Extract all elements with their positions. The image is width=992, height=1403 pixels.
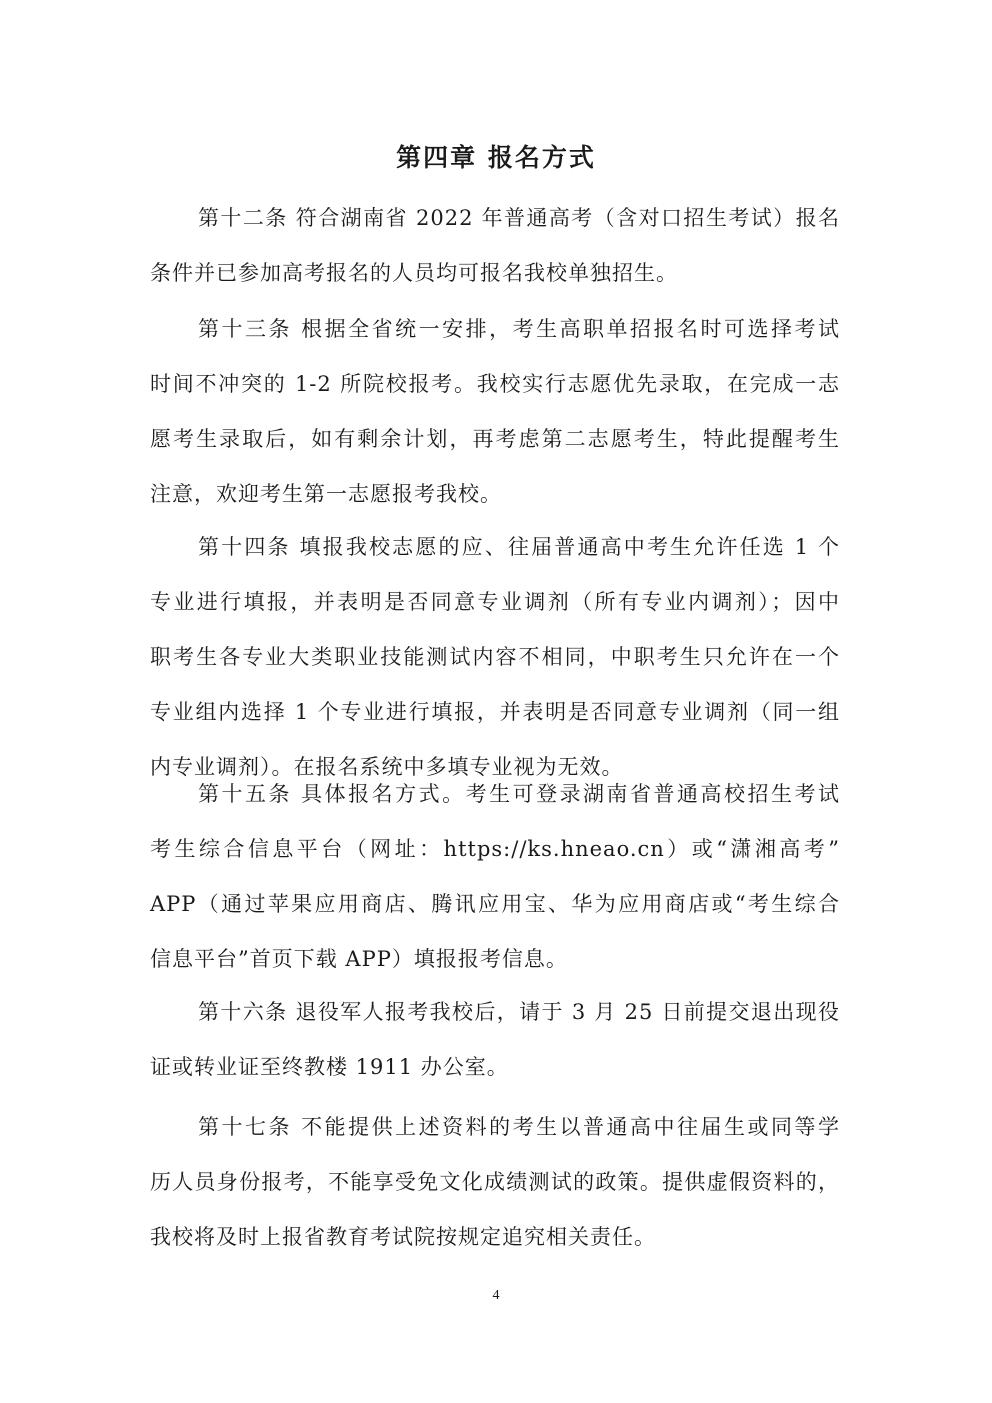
article-line: 信息平台”首页下载 APP）填报报考信息。 xyxy=(150,947,568,971)
article-line: 时间不冲突的 1-2 所院校报考。我校实行志愿优先录取，在完成一志 xyxy=(150,372,840,396)
article-line: 专业组内选择 1 个专业进行填报，并表明是否同意专业调剂（同一组 xyxy=(150,700,840,724)
article-line: 第十七条 不能提供上述资料的考生以普通高中往届生或同等学 xyxy=(198,1115,840,1139)
article-line: 第十六条 退役军人报考我校后，请于 3 月 25 日前提交退出现役 xyxy=(198,1000,840,1024)
article-line: 条件并已参加高考报名的人员均可报名我校单独招生。 xyxy=(150,261,678,285)
article-line: 证或转业证至终教楼 1911 办公室。 xyxy=(150,1055,509,1079)
chapter-title: 第四章 报名方式 xyxy=(396,143,596,172)
article-line: 我校将及时上报省教育考试院按规定追究相关责任。 xyxy=(150,1225,656,1249)
article-line: 注意，欢迎考生第一志愿报考我校。 xyxy=(150,482,502,506)
article-17 xyxy=(150,1100,840,1265)
article-line: 历人员身份报考，不能享受免文化成绩测试的政策。提供虚假资料的， xyxy=(150,1170,840,1194)
article-line: 考生综合信息平台（网址：https://ks.hneao.cn）或“潇湘高考” xyxy=(150,837,840,861)
article-line: 内专业调剂）。在报名系统中多填专业视为无效。 xyxy=(150,755,624,779)
article-15 xyxy=(150,767,840,987)
article-line: 第十五条 具体报名方式。考生可登录湖南省普通高校招生考试 xyxy=(198,782,840,806)
article-line: 第十三条 根据全省统一安排，考生高职单招报名时可选择考试 xyxy=(198,317,840,341)
article-14 xyxy=(150,520,840,795)
article-line: 专业进行填报，并表明是否同意专业调剂（所有专业内调剂）；因中 xyxy=(150,590,840,614)
article-line: 第十二条 符合湖南省 2022 年普通高考（含对口招生考试）报名 xyxy=(198,206,840,230)
article-line: 第十四条 填报我校志愿的应、往届普通高中考生允许任选 1 个 xyxy=(198,535,840,559)
article-16 xyxy=(150,985,840,1095)
article-line: APP（通过苹果应用商店、腾讯应用宝、华为应用商店或“考生综合 xyxy=(150,892,840,916)
article-line: 职考生各专业大类职业技能测试内容不相同，中职考生只允许在一个 xyxy=(150,645,840,669)
article-12 xyxy=(150,191,840,301)
page-number: 4 xyxy=(492,1288,500,1303)
article-line: 愿考生录取后，如有剩余计划，再考虑第二志愿考生，特此提醒考生 xyxy=(150,427,840,451)
article-13 xyxy=(150,302,840,522)
